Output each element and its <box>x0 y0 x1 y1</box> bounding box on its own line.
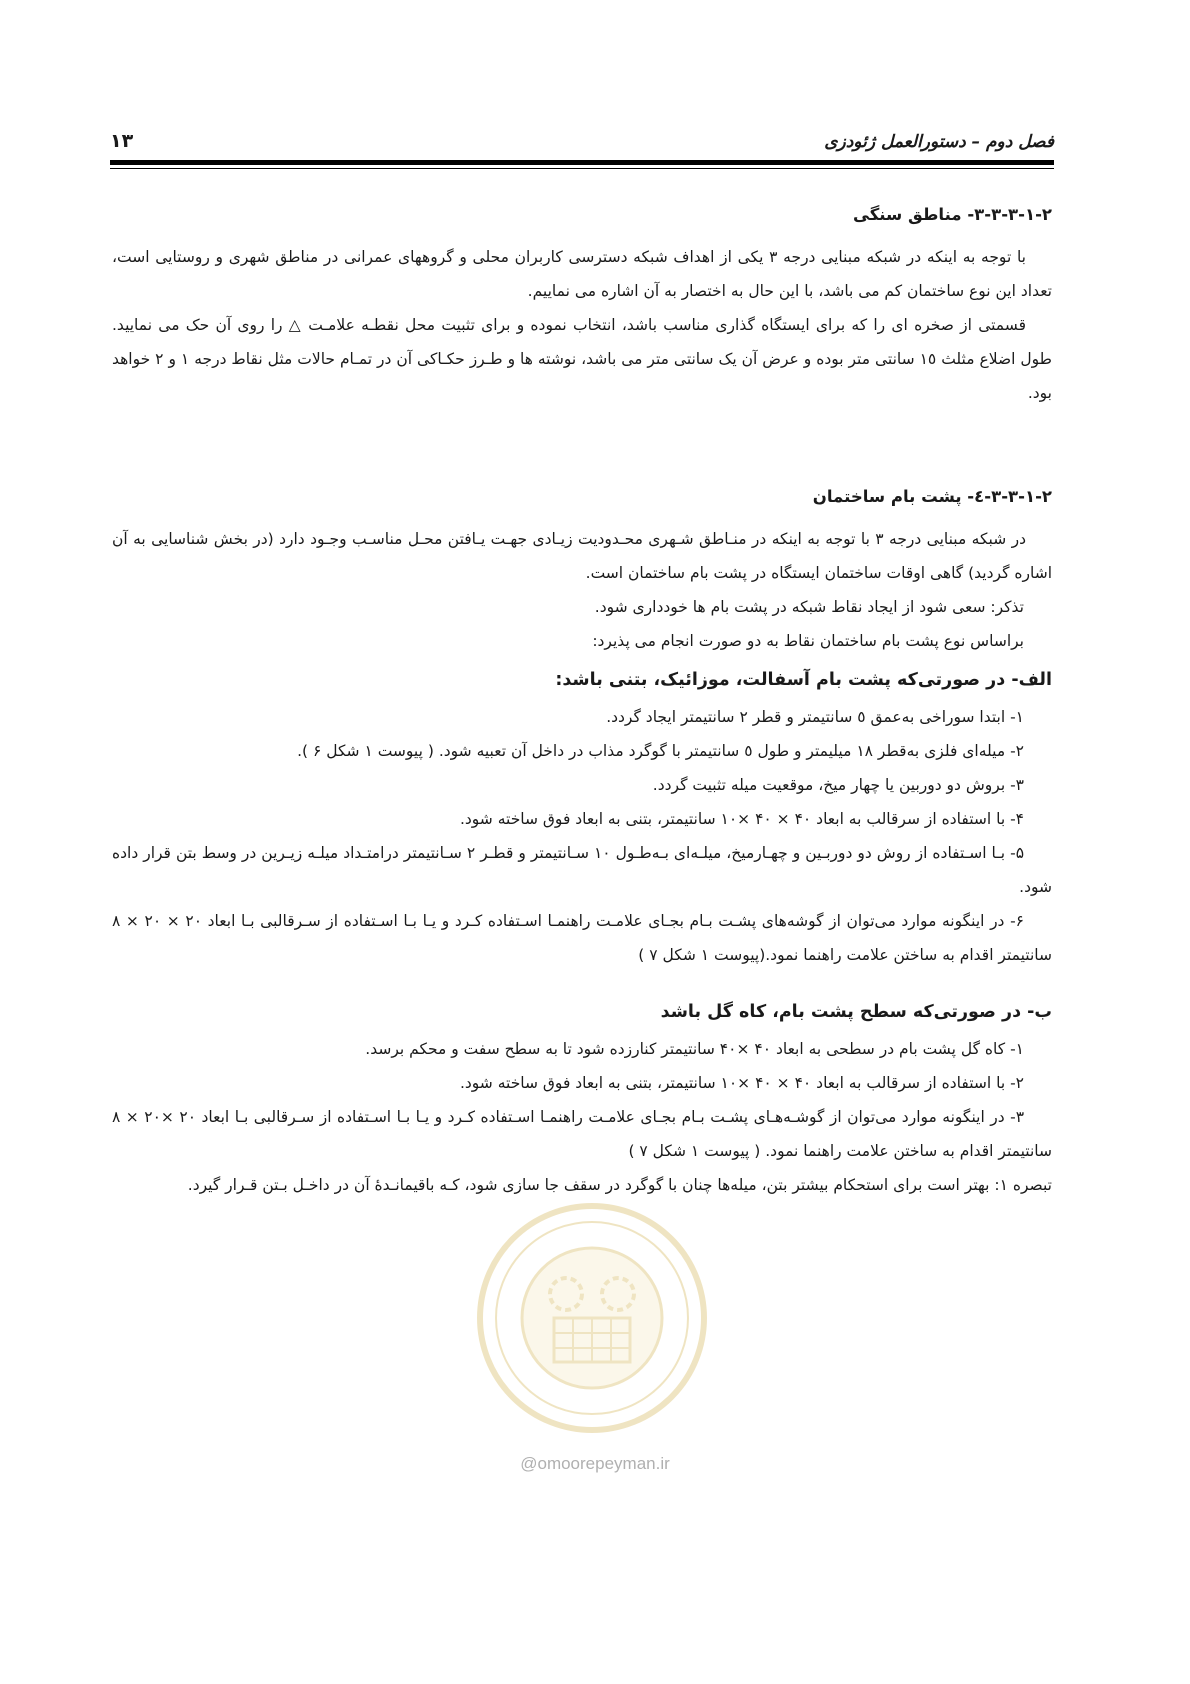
case-a-title: الف- در صورتی‌که پشت بام آسفالت، موزائیک، بتنی باشد: <box>555 670 1052 690</box>
list-item: ٢- میله‌ای فلزی به‌قطر ١٨ میلیمتر و طول ٥ سانتیمتر با گوگرد مذاب در داخل آن تعبیه شود. ( پیوست ١ شکل ۶ ). <box>297 742 1024 760</box>
list-item: ٢- با استفاده از سرقالب به ابعاد ۴٠ × ۴٠ ×١٠ سانتیمتر، بتنی به ابعاد فوق ساخته شود. <box>459 1074 1024 1092</box>
page-header <box>110 128 1054 164</box>
list-item: ١- ابتدا سوراخی به‌عمق ٥ سانتیمتر و قطر ٢ سانتیمتر ایجاد گردد. <box>606 708 1024 726</box>
list-item: ۵- بـا اسـتفاده از روش دو دوربـین و چهـارمیخ، میلـه‌ای بـه‌طـول ١٠ سـانتیمتر و قطـر ٢ سـانتیمتر درامتـداد میلـه زیـرین در وسط بتن قرار داده شود. <box>112 844 1052 896</box>
paragraph: قسمتی از صخره ای را که برای ایستگاه گذاری مناسب باشد، انتخاب نموده و برای تثبیت محل نقطـه علامـت △ را روی آن حک می نمایید. طول اضلاع مثلث ١٥ سانتی متر بوده و عرض آن یک سانتی متر می باشد، نوشته ها و طـرز حکـاکی آن در تمـام حالات مثل نقاط درجه ١ و ٢ خواهد بود. <box>112 316 1053 402</box>
watermark-url: @omoorepeyman.ir <box>520 1454 670 1473</box>
header-rule-thin <box>110 168 1054 169</box>
list-item: ٣- بروش دو دوربین یا چهار میخ، موقعیت میله تثبیت گردد. <box>652 776 1024 794</box>
header-rule-thick <box>110 160 1054 165</box>
list-item: ٣- در اینگونه موارد می‌توان از گوشـه‌هـای پشـت بـام بجـای علامـت راهنمـا اسـتفاده کـرد و یـا بـا اسـتفاده از سـرقالبی بـا ابعاد ٢٠ ×٢٠ × ٨ سانتیمتر اقدام به ساختن علامت راهنما نمود. ( پیوست ١ شکل ٧ ) <box>112 1108 1052 1160</box>
document-body <box>112 188 1052 1202</box>
list-item: ۶- در اینگونه موارد می‌توان از گوشه‌های پشـت بـام بجـای علامـت راهنمـا اسـتفاده کـرد و یـا بـا اسـتفاده از سـرقالبی بـا ابعاد ٢٠ × ٢٠ × ٨ سانتیمتر اقدام به ساختن علامت راهنما نمود.(پیوست ١ شکل ٧ ) <box>112 912 1052 964</box>
watermark-seal-icon <box>472 1198 712 1438</box>
tabsare-note: تبصره ١: بهتر است برای استحکام بیشتر بتن، میله‌ها چنان با گوگرد در سقف جا سازی شود، کـه باقیمانـدۀ آن در داخـل بـتن قـرار گیرد. <box>187 1176 1052 1194</box>
page-number: ١٣ <box>110 130 134 152</box>
paragraph: در شبکه مبنایی درجه ٣ با توجه به اینکه در منـاطق شـهری محـدودیت زیـادی جهـت یـافتن محـل مناسـب وجـود دارد (در بخش شناسایی به آن اشاره گردید) گاهی اوقات ساختمان ایستگاه در پشت بام ساختمان است. <box>112 530 1052 582</box>
case-b-title: ب- در صورتی‌که سطح پشت بام، کاه گل باشد <box>660 1002 1052 1022</box>
list-item: ١- کاه گل پشت بام در سطحی به ابعاد ۴٠ ×۴٠ سانتیمتر کنارزده شود تا به سطح سفت و محکم برسد. <box>365 1040 1024 1058</box>
paragraph: براساس نوع پشت بام ساختمان نقاط به دو صورت انجام می پذیرد: <box>592 632 1024 650</box>
at-icon: @ <box>520 1454 538 1473</box>
paragraph: با توجه به اینکه در شبکه مبنایی درجه ٣ یکی از اهداف شبکه دسترسی کاربران محلی و گروههای عمرانی در مناطق شهری و روستایی است، تعداد این نوع ساختمان کم می باشد، با این حال به اختصار به آن اشاره می نماییم. <box>112 248 1052 300</box>
chapter-title: فصل دوم – دستورالعمل ژئودزی <box>824 132 1054 152</box>
list-item: ۴- با استفاده از سرقالب به ابعاد ۴٠ × ۴٠ ×١٠ سانتیمتر، بتنی به ابعاد فوق ساخته شود. <box>459 810 1024 828</box>
section-heading-rocky: ٢-١-٣-٣-٣- مناطق سنگی <box>853 205 1052 224</box>
section-heading-roof: ٢-١-٣-٣-٤- پشت بام ساختمان <box>812 487 1052 506</box>
note-text: تذکر: سعی شود از ایجاد نقاط شبکه در پشت بام ها خودداری شود. <box>594 598 1024 616</box>
